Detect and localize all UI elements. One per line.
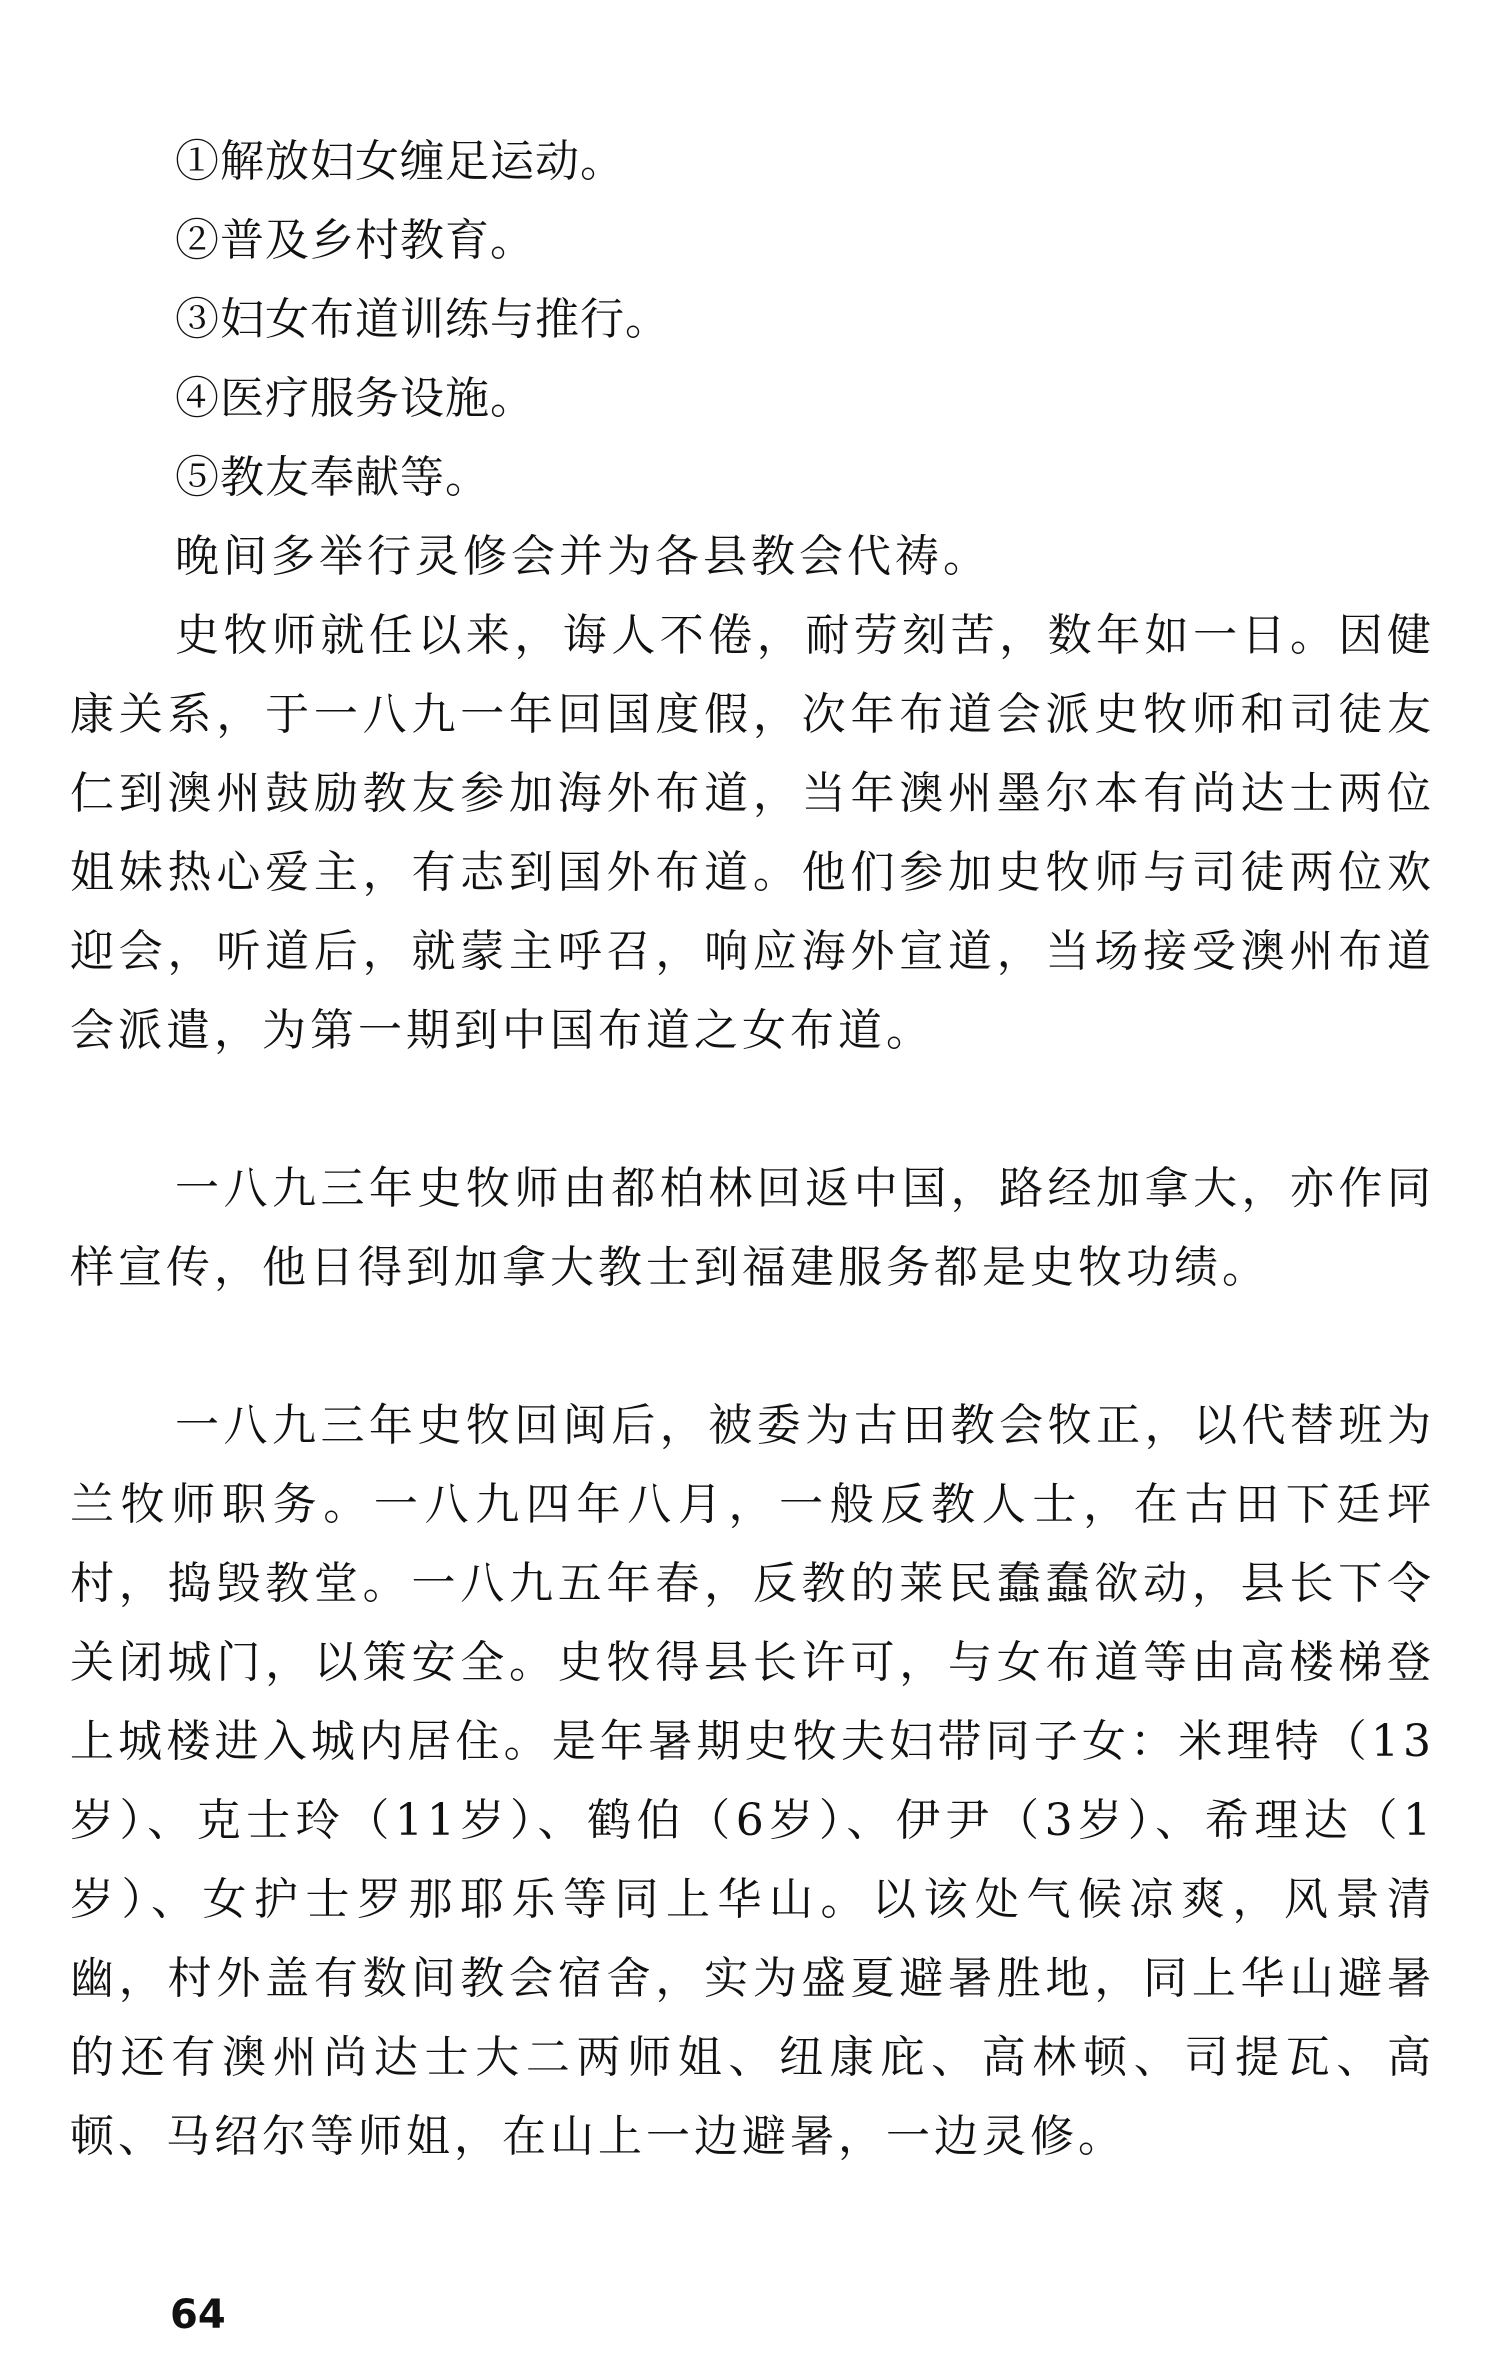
paragraph-return-1893: 一八九三年史牧师由都柏林回返中国，路经加拿大，亦作同样宣传，他日得到加拿大教士到福建服务都是史牧功绩。 xyxy=(70,1163,1435,1293)
paragraph-shi-pastor: 史牧师就任以来，诲人不倦，耐劳刻苦，数年如一日。因健康关系，于一八九一年回国度假，次年布道会派史牧师和司徒友仁到澳州鼓励教友参加海外布道，当年澳州墨尔本有尚达士两位姐妹热心爱主，有志到国外布道。他们参加史牧师与司徒两位欢迎会，听道后，就蒙主呼召，响应海外宣道，当场接受澳州布道会派遣，为第一期到中国布道之女布道。 xyxy=(70,610,1435,1056)
list-item: ①解放妇女缠足运动。 xyxy=(175,136,625,187)
list-item: ④医疗服务设施。 xyxy=(175,373,535,424)
paragraph-gutian-1893: 一八九三年史牧回闽后，被委为古田教会牧正，以代替班为兰牧师职务。一八九四年八月，一般反教人士，在古田下廷坪村，捣毁教堂。一八九五年春，反教的莱民蠢蠢欲动，县长下令关闭城门，以策安全。史牧得县长许可，与女布道等由高楼梯登上城楼进入城内居住。是年暑期史牧夫妇带同子女：米理特（13岁）、克士玲（11岁）、鹤伯（6岁）、伊尹（3岁）、希理达（1岁）、女护士罗那耶乐等同上华山。以该处气候凉爽，风景清幽，村外盖有数间教会宿舍，实为盛夏避暑胜地，同上华山避暑的还有澳州尚达士大二两师姐、纽康庇、高林顿、司提瓦、高顿、马绍尔等师姐，在山上一边避暑，一边灵修。 xyxy=(70,1400,1435,2162)
list-item: ②普及乡村教育。 xyxy=(175,215,535,266)
numbered-list xyxy=(175,122,1425,517)
page-number: 64 xyxy=(170,2292,226,2338)
list-item: ③妇女布道训练与推行。 xyxy=(175,294,670,345)
paragraph-evening-prayer: 晚间多举行灵修会并为各县教会代祷。 xyxy=(175,531,991,582)
list-item: ⑤教友奉献等。 xyxy=(175,452,490,503)
